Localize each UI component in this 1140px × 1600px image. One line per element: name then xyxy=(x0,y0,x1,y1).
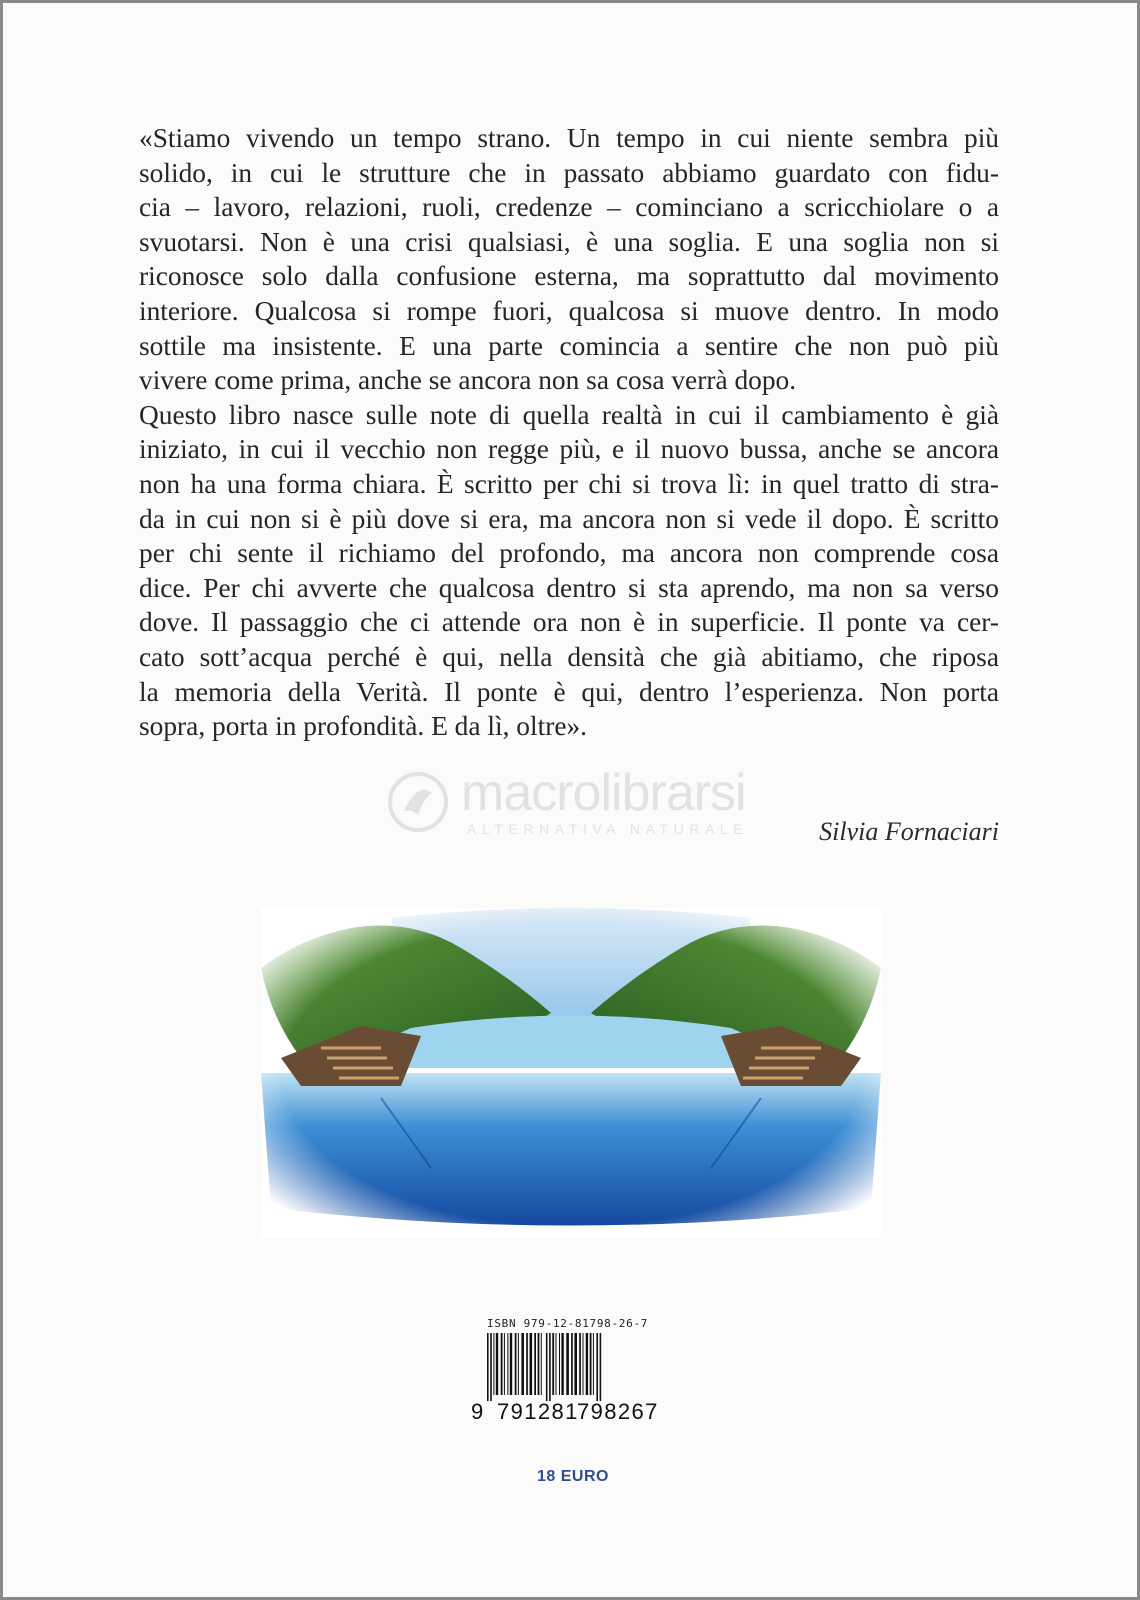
blurb-line: riconosce solo dalla confusione esterna, ma soprattutto dal movimento xyxy=(139,261,999,292)
barcode-bar xyxy=(504,1333,505,1395)
barcode-bar xyxy=(549,1333,551,1401)
blurb-text xyxy=(139,121,999,744)
blurb-line: Questo libro nasce sulle note di quella realtà in cui il cambiamento è già xyxy=(139,399,999,430)
barcode-bar xyxy=(556,1333,557,1395)
barcode-bar xyxy=(530,1333,533,1395)
blurb-line: da in cui non si è più dove si era, ma ancora non si vede il dopo. È scritto xyxy=(139,503,999,534)
watermark-logo-icon xyxy=(387,771,449,833)
barcode-bar xyxy=(552,1333,554,1395)
barcode-bar xyxy=(534,1333,536,1395)
barcode-bar xyxy=(501,1333,503,1395)
ean-group-2: 798267 xyxy=(577,1399,659,1424)
barcode-bar xyxy=(541,1333,542,1395)
barcode-bar xyxy=(596,1333,598,1401)
blurb-line: dove. Il passaggio che ci attende ora non è in superficie. Il ponte va cer- xyxy=(139,607,999,638)
blurb-line: sottile ma insistente. E una parte comincia a sentire che non può più xyxy=(139,330,999,361)
barcode-bar xyxy=(574,1333,577,1395)
barcode-bar xyxy=(507,1333,508,1395)
barcode-bars xyxy=(487,1333,649,1401)
blurb-line: per chi sente il richiamo del profondo, ma ancora non comprende cosa xyxy=(139,538,999,569)
author-signature: Silvia Fornaciari xyxy=(819,817,999,846)
barcode-bar xyxy=(518,1333,519,1395)
barcode-bar xyxy=(521,1333,524,1395)
barcode-bar xyxy=(490,1333,492,1401)
barcode-bar xyxy=(538,1333,540,1395)
blurb-line: la memoria della Verità. Il ponte è qui, dentro l’esperienza. Non porta xyxy=(139,676,999,707)
barcode-bar xyxy=(566,1333,569,1395)
barcode-bar xyxy=(593,1333,594,1395)
blurb-line: non ha una forma chiara. È scritto per chi si trova lì: in quel tratto di stra- xyxy=(139,468,999,499)
blurb-line: cia – lavoro, relazioni, ruoli, credenze – cominciano a scricchiolare o a xyxy=(139,192,999,223)
barcode-bar xyxy=(526,1333,528,1395)
barcode-bar xyxy=(493,1333,494,1395)
blurb-line: sopra, porta in profondità. E da lì, oltre». xyxy=(139,711,588,742)
blurb-line: interiore. Qualcosa si rompe fuori, qualcosa si muove dentro. In modo xyxy=(139,295,999,326)
blurb-line: cato sott’acqua perché è qui, nella densità che già abitiamo, che riposa xyxy=(139,641,999,672)
barcode-bar xyxy=(586,1333,588,1395)
barcode-bar xyxy=(515,1333,517,1395)
barcode-bar xyxy=(487,1333,489,1401)
barcode-bar xyxy=(561,1333,563,1395)
lake-illustration xyxy=(261,908,881,1238)
barcode-bar xyxy=(546,1333,548,1401)
barcode-bar xyxy=(559,1333,560,1395)
blurb-line: iniziato, in cui il vecchio non regge più, e il nuovo bussa, anche se ancora xyxy=(139,434,999,465)
barcode-bar xyxy=(579,1333,581,1395)
barcode-bar xyxy=(590,1333,592,1395)
watermark-tagline: ALTERNATIVA NATURALE xyxy=(467,821,749,837)
barcode-bar xyxy=(510,1333,512,1395)
blurb-line: «Stiamo vivendo un tempo strano. Un tempo in cui niente sembra più xyxy=(139,123,999,153)
barcode-bar xyxy=(496,1333,498,1395)
isbn-label: ISBN 979-12-81798-26-7 xyxy=(487,1317,649,1330)
blurb-line: solido, in cui le strutture che in passato abbiamo guardato con fidu- xyxy=(139,157,999,188)
watermark-name: macrolibrarsi xyxy=(461,764,746,822)
blurb-line: vivere come prima, anche se ancora non sa cosa verrà dopo. xyxy=(139,365,797,396)
barcode-bar xyxy=(600,1333,602,1401)
barcode-bar xyxy=(571,1333,573,1395)
blurb-line: svuotarsi. Non è una crisi qualsiasi, è una soglia. E una soglia non si xyxy=(139,226,999,257)
blurb-line: dice. Per chi avverte che qualcosa dentro si sta aprendo, ma non sa verso xyxy=(139,572,999,603)
price-label: 18 EURO xyxy=(537,1468,609,1485)
ean-first-digit: 9 xyxy=(471,1399,484,1424)
ean-group-1: 791281 xyxy=(497,1399,579,1424)
barcode-bar xyxy=(583,1333,584,1395)
